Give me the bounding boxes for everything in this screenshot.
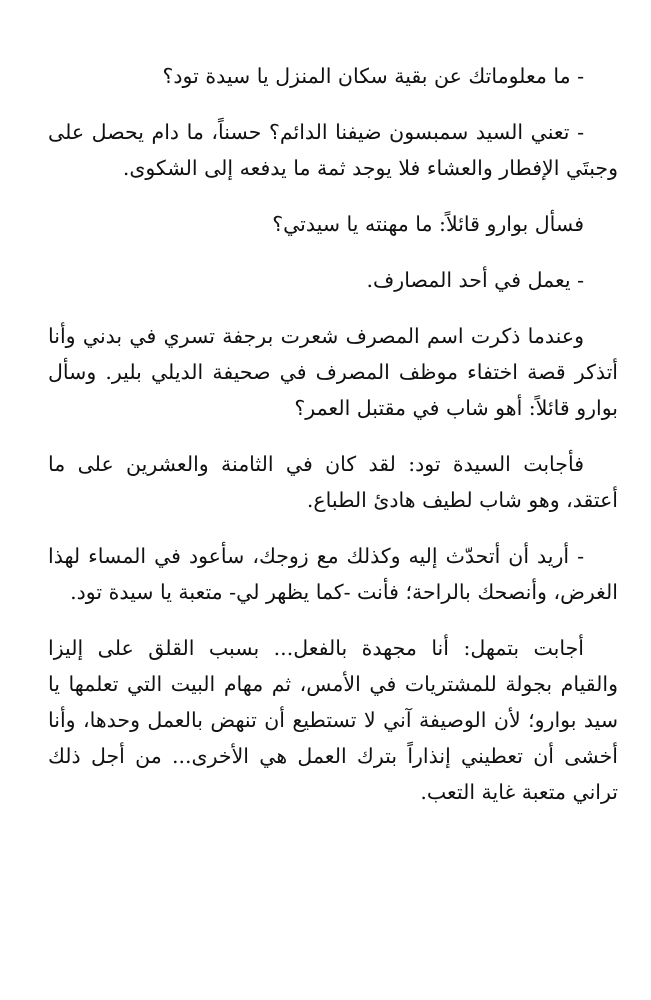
paragraph-1: - ما معلوماتك عن بقية سكان المنزل يا سيدة تود؟ — [162, 64, 584, 88]
paragraph-7: - أريد أن أتحدّث إليه وكذلك مع زوجك، سأعود في المساء لهذا الغرض، وأنصحك بالراحة؛ فأنت -كما يظهر لي- متعبة يا سيدة تود. — [48, 544, 618, 604]
paragraph-8: أجابت بتمهل: أنا مجهدة بالفعل... بسبب القلق على إليزا والقيام بجولة للمشتريات في الأمس، ثم مهام البيت التي تعلمها يا سيد بوارو؛ لأن الوصيفة آني لا تستطيع أن تنهض بالعمل وحدها، وأنا أخشى أن تعطيني إنذاراً بترك العمل هي الأخرى... من أجل ذلك تراني متعبة غاية التعب. — [48, 636, 618, 804]
paragraph-2: - تعني السيد سمبسون ضيفنا الدائم؟ حسناً، ما دام يحصل على وجبتَي الإفطار والعشاء فلا يوجد ثمة ما يدفعه إلى الشكوى. — [48, 120, 618, 180]
paragraph-6: فأجابت السيدة تود: لقد كان في الثامنة والعشرين على ما أعتقد، وهو شاب لطيف هادئ الطباع. — [48, 452, 618, 512]
paragraph-3: فسأل بوارو قائلاً: ما مهنته يا سيدتي؟ — [272, 212, 584, 236]
paragraph-4: - يعمل في أحد المصارف. — [366, 268, 584, 292]
book-page — [48, 58, 618, 810]
paragraph-5: وعندما ذكرت اسم المصرف شعرت برجفة تسري في بدني وأنا أتذكر قصة اختفاء موظف المصرف في صحيفة الديلي بلير. وسأل بوارو قائلاً: أهو شاب في مقتبل العمر؟ — [48, 324, 618, 420]
